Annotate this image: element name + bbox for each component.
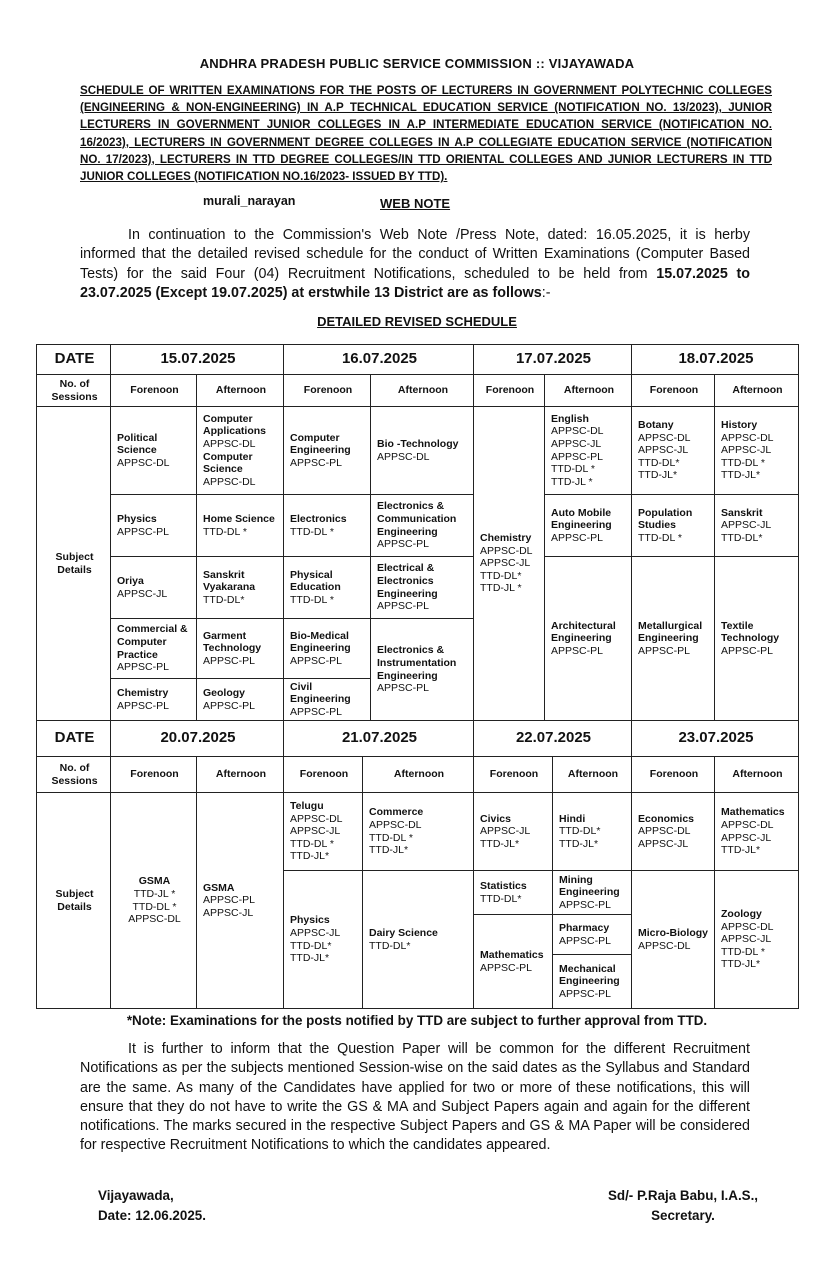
session-afternoon: Afternoon: [553, 757, 632, 793]
subject-name: Auto Mobile Engineering: [551, 506, 612, 532]
post-code: APPSC-DL: [128, 913, 181, 926]
subject-cell: [197, 557, 284, 619]
subject-cell: [715, 407, 799, 495]
post-code: APPSC-PL: [377, 600, 429, 613]
post-code: TTD-DL *: [638, 531, 682, 544]
post-code: APPSC-JL: [721, 933, 772, 946]
post-code: APPSC-JL: [721, 444, 772, 457]
subject-name: Electronics & Communication Engineering: [377, 500, 457, 538]
post-code: APPSC-JL: [117, 587, 168, 600]
subject-cell: [545, 495, 632, 557]
session-forenoon: Forenoon: [284, 757, 363, 793]
intro-paragraph: [80, 226, 750, 303]
subject-cell: [111, 557, 197, 619]
post-code: TTD-DL *: [369, 831, 413, 844]
post-code: TTD-JL *: [551, 475, 593, 488]
subject-name: Electronics & Instrumentation Engineering: [377, 644, 457, 682]
subject-name: Computer Applications: [203, 412, 267, 438]
subject-name: Statistics: [480, 879, 527, 892]
subject-cell: [111, 619, 197, 679]
subject-cell: [284, 793, 363, 871]
post-code: TTD-DL*: [290, 939, 332, 952]
subject-name: Computer Engineering: [290, 431, 351, 457]
post-code: APPSC-DL: [638, 939, 691, 952]
subject-name: Physical Education: [290, 568, 341, 594]
post-code: APPSC-JL: [721, 519, 772, 532]
subject-cell: [715, 557, 799, 721]
designation: Secretary.: [651, 1208, 715, 1223]
subject-cell: [371, 619, 474, 721]
post-code: APPSC-PL: [377, 682, 429, 695]
post-code: TTD-DL*: [480, 892, 522, 905]
session-forenoon: Forenoon: [632, 375, 715, 407]
subject-name: English: [551, 412, 589, 425]
post-code: TTD-DL*: [203, 593, 245, 606]
post-code: TTD-JL *: [480, 582, 522, 595]
subject-name: Mathematics: [721, 806, 785, 819]
subject-name: Home Science: [203, 512, 275, 525]
date-header: 17.07.2025: [474, 345, 632, 375]
post-code: TTD-DL *: [290, 525, 334, 538]
subject-name: Economics: [638, 812, 695, 825]
post-code: APPSC-DL: [377, 450, 430, 463]
post-code: APPSC-DL: [290, 812, 343, 825]
post-code: TTD-JL*: [369, 844, 409, 857]
subject-name: Electrical & Electronics Engineering: [377, 562, 438, 600]
subject-cell: [197, 495, 284, 557]
post-code: TTD-DL*: [721, 531, 763, 544]
subject-name: History: [721, 419, 758, 432]
subject-name: Civics: [480, 812, 511, 825]
post-code: APPSC-DL: [551, 425, 604, 438]
post-code: APPSC-DL: [369, 818, 422, 831]
intro-tail: :-: [541, 284, 551, 301]
ttd-note: *Note: Examinations for the posts notified by TTD are subject to further approval from TTD.: [126, 1013, 708, 1028]
post-code: TTD-JL*: [290, 952, 330, 965]
subject-cell: [715, 793, 799, 871]
subject-cell: [632, 557, 715, 721]
session-afternoon: Afternoon: [363, 757, 474, 793]
subject-cell: [632, 871, 715, 1009]
subject-details-label: Subject Details: [37, 407, 111, 721]
post-code: APPSC-JL: [638, 444, 689, 457]
session-forenoon: Forenoon: [632, 757, 715, 793]
subject-cell: [371, 557, 474, 619]
subject-cell: [197, 679, 284, 721]
subject-cell: [111, 407, 197, 495]
date-header: 15.07.2025: [111, 345, 284, 375]
schedule-table-week2: [36, 720, 799, 1009]
subject-cell: [284, 407, 371, 495]
date-label: DATE: [37, 345, 111, 375]
date-header: 23.07.2025: [632, 721, 799, 757]
post-code: TTD-DL *: [721, 456, 765, 469]
subject-cell: [545, 557, 632, 721]
subject-name: Physics: [117, 512, 157, 525]
session-forenoon: Forenoon: [474, 375, 545, 407]
subject-cell: [632, 495, 715, 557]
post-code: TTD-DL*: [638, 456, 680, 469]
post-code: APPSC-JL: [203, 906, 254, 919]
schedule-table-week1: [36, 344, 799, 721]
post-code: APPSC-PL: [203, 894, 255, 907]
subject-cell: [363, 871, 474, 1009]
date-header: 21.07.2025: [284, 721, 474, 757]
issue-date: Date: 12.06.2025.: [98, 1208, 206, 1223]
post-code: APPSC-PL: [203, 654, 255, 667]
post-code: APPSC-PL: [290, 654, 342, 667]
subject-name: Dairy Science: [369, 926, 438, 939]
post-code: APPSC-PL: [721, 644, 773, 657]
post-code: APPSC-DL: [721, 431, 774, 444]
subject-name: Mechanical Engineering: [559, 962, 620, 988]
post-code: TTD-DL*: [369, 939, 411, 952]
post-code: APPSC-DL: [721, 920, 774, 933]
post-code: APPSC-PL: [290, 705, 342, 718]
schedule-title: DETAILED REVISED SCHEDULE: [317, 314, 517, 329]
subject-name: Zoology: [721, 908, 762, 921]
watermark-username: murali_narayan: [203, 194, 296, 208]
signature-block: [588, 1186, 778, 1226]
post-code: APPSC-JL: [290, 825, 341, 838]
subject-cell: [545, 407, 632, 495]
sessions-label: No. of Sessions: [37, 757, 111, 793]
subject-cell: [284, 557, 371, 619]
subject-cell: [553, 955, 632, 1009]
post-code: APPSC-DL: [721, 818, 774, 831]
session-afternoon: Afternoon: [715, 375, 799, 407]
subject-name: Mining Engineering: [559, 873, 620, 899]
subject-cell: [111, 679, 197, 721]
subject-cell: [371, 495, 474, 557]
subject-name: Mathematics: [480, 948, 544, 961]
session-afternoon: Afternoon: [371, 375, 474, 407]
post-code: APPSC-PL: [559, 934, 611, 947]
subject-name: Population Studies: [638, 506, 693, 532]
subject-name: Bio -Technology: [377, 437, 459, 450]
post-code: APPSC-JL: [638, 837, 689, 850]
place: Vijayawada,: [98, 1188, 174, 1203]
subject-name: Hindi: [559, 812, 586, 825]
session-forenoon: Forenoon: [111, 375, 197, 407]
post-code: APPSC-PL: [559, 898, 611, 911]
subject-cell: [553, 793, 632, 871]
date-header: 20.07.2025: [111, 721, 284, 757]
post-code: TTD-DL*: [480, 569, 522, 582]
subject-name: Chemistry: [117, 686, 169, 699]
post-code: TTD-DL *: [721, 945, 765, 958]
post-code: APPSC-PL: [559, 987, 611, 1000]
subject-cell: [553, 871, 632, 915]
post-code: APPSC-DL: [480, 544, 533, 557]
subject-cell: [197, 619, 284, 679]
subject-cell: [474, 915, 553, 1009]
post-code: TTD-JL*: [290, 850, 330, 863]
subject-details-label: Subject Details: [37, 793, 111, 1009]
post-code: TTD-DL *: [551, 463, 595, 476]
subject-name: Botany: [638, 419, 674, 432]
subject-name: Bio-Medical Engineering: [290, 629, 351, 655]
post-code: APPSC-PL: [290, 456, 342, 469]
intro-date-range: 15.07.2025 to 23.07.2025 (Except 19.07.2025) at erstwhile 13 District are as follows: [80, 265, 750, 301]
post-code: APPSC-PL: [203, 699, 255, 712]
subject-name: Telugu: [290, 800, 324, 813]
subject-name: Metallurgical Engineering: [638, 619, 703, 645]
subject-name: Civil Engineering: [290, 680, 351, 706]
sessions-label: No. of Sessions: [37, 375, 111, 407]
subject-name: Chemistry: [480, 532, 532, 545]
post-code: TTD-JL*: [638, 469, 678, 482]
post-code: APPSC-DL: [203, 475, 256, 488]
session-forenoon: Forenoon: [111, 757, 197, 793]
subject-name: Commercial & Computer Practice: [117, 623, 188, 661]
session-afternoon: Afternoon: [715, 757, 799, 793]
subject-cell: [474, 871, 553, 915]
post-code: APPSC-PL: [551, 531, 603, 544]
session-forenoon: Forenoon: [474, 757, 553, 793]
subject-cell: [284, 871, 363, 1009]
post-code: APPSC-PL: [377, 538, 429, 551]
subject-name: Physics: [290, 914, 330, 927]
subject-cell: [111, 793, 197, 1009]
post-code: TTD-JL*: [721, 469, 761, 482]
date-header: 18.07.2025: [632, 345, 799, 375]
footer-place: [98, 1186, 206, 1226]
session-afternoon: Afternoon: [197, 375, 284, 407]
closing-paragraph: It is further to inform that the Question Paper will be common for the different Recruitment Notifications as per the subjects mentioned Session-wise on the said dates as the Syllabus and Standard are the same. As many of the Candidates have applied for two or more of these notifications, this will ensure that they do not have to write the GS & MA and Subject Papers again and again for the different notifications. The marks secured in the respective Subject Papers and GS & MA Paper will be considered for respective Recruitment Notifications to which the candidates appeared.: [80, 1041, 750, 1154]
subject-cell: [197, 793, 284, 1009]
post-code: APPSC-PL: [551, 450, 603, 463]
post-code: APPSC-JL: [480, 557, 531, 570]
post-code: TTD-JL*: [721, 958, 761, 971]
subject-name: Sanskrit Vyakarana: [203, 568, 256, 594]
subject-name: Textile Technology: [721, 619, 780, 645]
post-code: APPSC-PL: [117, 525, 169, 538]
web-note-heading: WEB NOTE: [380, 196, 451, 211]
post-code: TTD-DL *: [203, 525, 247, 538]
organization-title: ANDHRA PRADESH PUBLIC SERVICE COMMISSION :: VIJAYAWADA: [199, 56, 635, 71]
subject-cell: [715, 871, 799, 1009]
subject-name: Oriya: [117, 574, 144, 587]
post-code: TTD-DL *: [290, 593, 334, 606]
subject-name: Geology: [203, 686, 246, 699]
subject-cell: [474, 407, 545, 721]
subject-cell: [284, 495, 371, 557]
post-code: APPSC-PL: [117, 661, 169, 674]
subject-name: Political Science: [117, 431, 158, 457]
document-subject: SCHEDULE OF WRITTEN EXAMINATIONS FOR THE POSTS OF LECTURERS IN GOVERNMENT POLYTECHNIC COLLEGES (ENGINEERING & NON-ENGINEERING) IN A.P TECHNICAL EDUCATION SERVICE (NOTIFICATION NO. 13/2023), JUNIOR LECTURERS IN GOVERNMENT JUNIOR COLLEGES IN A.P INTERMEDIATE EDUCATION SERVICE (NOTIFICATION NO. 16/2023), LECTURERS IN GOVERNMENT DEGREE COLLEGES IN A.P COLLEGIATE EDUCATION SERVICE (NOTIFICATION NO. 17/2023), LECTURERS IN TTD DEGREE COLLEGES/IN TTD ORIENTAL COLLEGES AND JUNIOR LECTURERS IN TTD JUNIOR COLLEGES (NOTIFICATION NO.16/2023- ISSUED BY TTD).: [80, 84, 772, 184]
date-header: 22.07.2025: [474, 721, 632, 757]
post-code: APPSC-DL: [638, 431, 691, 444]
post-code: TTD-JL *: [133, 887, 176, 900]
session-afternoon: Afternoon: [545, 375, 632, 407]
intro-text: In continuation to the Commission's Web Note /Press Note, dated: 16.05.2025, it is herby informed that the detailed revised schedule for the conduct of Written Examinations (Computer Based Tests) for the said Four (04) Recruitment Notifications, scheduled to be held from: [80, 227, 750, 282]
subject-cell: [553, 915, 632, 955]
date-header: 16.07.2025: [284, 345, 474, 375]
subject-cell: [111, 495, 197, 557]
post-code: TTD-JL*: [480, 837, 520, 850]
subject-cell: [632, 407, 715, 495]
subject-name: Commerce: [369, 806, 424, 819]
post-code: APPSC-PL: [117, 699, 169, 712]
subject-name: Electronics: [290, 512, 347, 525]
subject-cell: [632, 793, 715, 871]
subject-name: GSMA: [138, 875, 171, 888]
post-code: APPSC-DL: [638, 825, 691, 838]
post-code: APPSC-DL: [203, 437, 256, 450]
post-code: TTD-JL*: [721, 844, 761, 857]
post-code: APPSC-JL: [480, 825, 531, 838]
post-code: APPSC-JL: [551, 437, 602, 450]
subject-name: Pharmacy: [559, 921, 610, 934]
post-code: APPSC-DL: [117, 456, 170, 469]
session-forenoon: Forenoon: [284, 375, 371, 407]
subject-cell: [197, 407, 284, 495]
subject-name: GSMA: [203, 881, 235, 894]
post-code: TTD-DL *: [132, 900, 177, 913]
post-code: APPSC-PL: [551, 644, 603, 657]
signatory: Sd/- P.Raja Babu, I.A.S.,: [607, 1188, 759, 1203]
session-afternoon: Afternoon: [197, 757, 284, 793]
post-code: APPSC-PL: [480, 961, 532, 974]
post-code: TTD-DL*: [559, 825, 601, 838]
post-code: APPSC-JL: [290, 926, 341, 939]
subject-cell: [474, 793, 553, 871]
subject-cell: [284, 619, 371, 679]
subject-cell: [715, 495, 799, 557]
post-code: APPSC-PL: [638, 644, 690, 657]
subject-name: Sanskrit: [721, 506, 763, 519]
post-code: TTD-DL *: [290, 837, 334, 850]
subject-cell: [284, 679, 371, 721]
subject-name: Computer Science: [203, 450, 253, 476]
date-label: DATE: [37, 721, 111, 757]
post-code: TTD-JL*: [559, 837, 599, 850]
subject-name: Architectural Engineering: [551, 619, 616, 645]
subject-cell: [371, 407, 474, 495]
post-code: APPSC-JL: [721, 831, 772, 844]
subject-name: Micro-Biology: [638, 926, 708, 939]
subject-name: Garment Technology: [203, 629, 262, 655]
subject-cell: [363, 793, 474, 871]
